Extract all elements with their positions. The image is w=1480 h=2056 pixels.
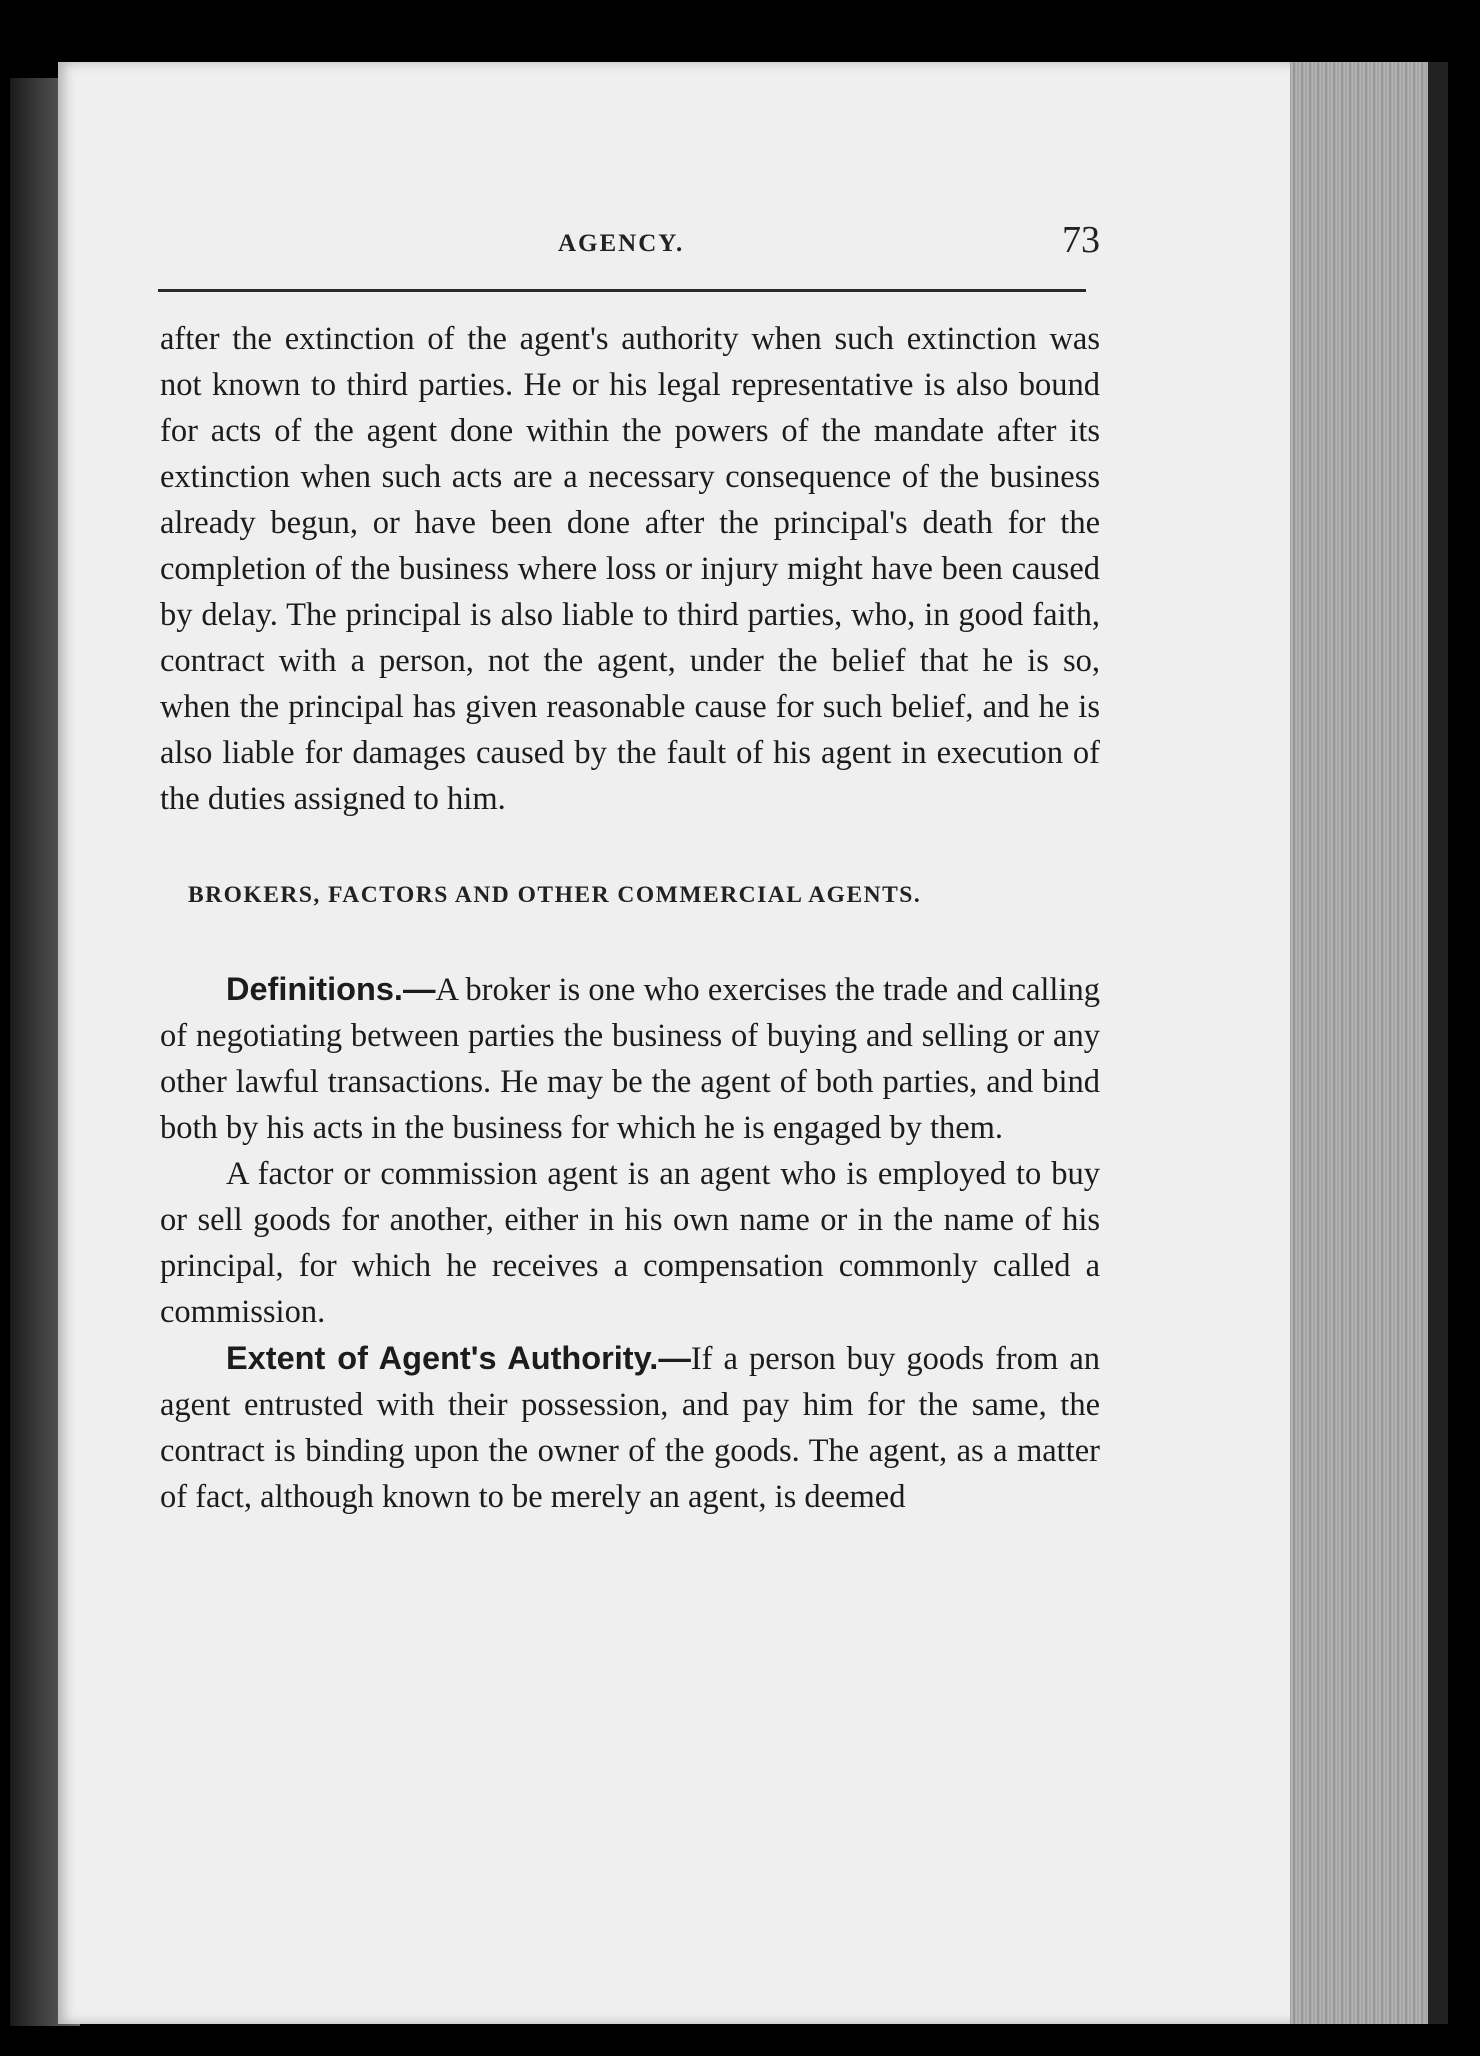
header-rule — [158, 289, 1086, 292]
paragraph-extent-text: If a person buy goods from an agent entrusted with their possession, and pay him for the same, the contract is binding upon the owner of the goods. The agent, as a matter of fact, although known to be merely an agent, is deemed — [160, 1341, 1100, 1515]
runin-heading-extent: Extent of Agent's Authority.— — [226, 1340, 691, 1376]
page-number: 73 — [1062, 219, 1100, 261]
paragraph-extent — [160, 1335, 1100, 1520]
page-edges — [1290, 62, 1428, 2024]
section-heading: BROKERS, FACTORS AND OTHER COMMERCIAL AGENTS. — [188, 882, 922, 908]
running-head: AGENCY. — [558, 230, 685, 257]
page-header — [160, 218, 1100, 268]
paragraph-definitions — [160, 966, 1100, 1151]
paragraph-continuation: after the extinction of the agent's authority when such extinction was not known to third parties. He or his legal representative is also bound for acts of the agent done within the powers of the mandate after its extinction when such acts are a necessary consequence of the business already begun, or have been done after the principal's death for the completion of the business where loss or injury might have been caused by delay. The principal is also liable to third parties, who, in good faith, contract with a person, not the agent, under the belief that he is so, when the principal has given reasonable cause for such belief, and he is also liable for damages caused by the fault of his agent in execution of the duties assigned to him. — [160, 321, 1100, 817]
paragraph-factor: A factor or commission agent is an agent who is employed to buy or sell goods for another, either in his own name or in the name of his principal, for which he receives a compensation commonly called a commission. — [160, 1156, 1100, 1330]
page-body — [160, 316, 1100, 1520]
runin-heading-definitions: Definitions.— — [226, 971, 436, 1007]
paragraph-definitions-text: A broker is one who exercises the trade and calling of negotiating between parties the business of buying and selling or any other lawful transactions. He may be the agent of both parties, and bind both by his acts in the business for which he is engaged by them. — [160, 972, 1100, 1146]
